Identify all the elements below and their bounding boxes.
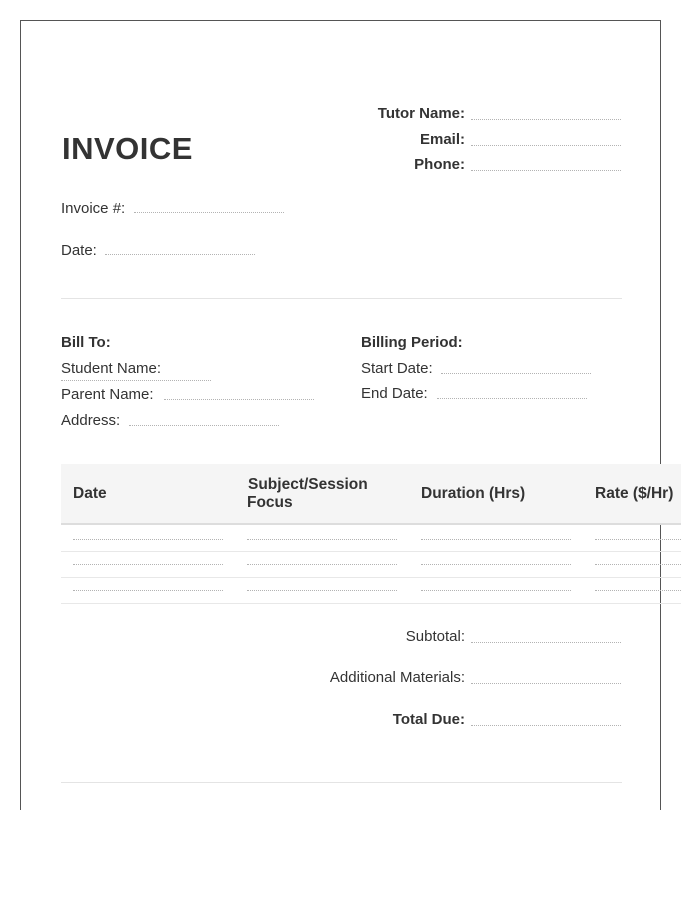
- row3-subject-field[interactable]: [247, 590, 397, 591]
- address-field[interactable]: [129, 425, 279, 426]
- row1-duration-field[interactable]: [421, 539, 571, 540]
- row1-rate-field[interactable]: [595, 539, 681, 540]
- row2-rate-field[interactable]: [595, 564, 681, 565]
- bill-to-heading: Bill To:: [61, 334, 111, 351]
- column-header-rate: Rate ($/Hr): [595, 485, 674, 502]
- end-date-field[interactable]: [437, 398, 587, 399]
- phone-field[interactable]: [471, 170, 621, 171]
- invoice-number-label: Invoice #:: [61, 200, 126, 217]
- billing-period-heading: Billing Period:: [361, 334, 463, 351]
- total-due-field[interactable]: [471, 725, 621, 726]
- student-name-label: Student Name:: [61, 360, 162, 377]
- column-header-duration: Duration (Hrs): [421, 485, 526, 502]
- row2-duration-field[interactable]: [421, 564, 571, 565]
- total-due-label: Total Due:: [392, 711, 465, 728]
- column-header-date: Date: [73, 485, 107, 502]
- email-field[interactable]: [471, 145, 621, 146]
- address-label: Address:: [61, 412, 121, 429]
- start-date-field[interactable]: [441, 373, 591, 374]
- end-date-label: End Date:: [361, 385, 428, 402]
- student-name-field[interactable]: [61, 380, 211, 381]
- invoice-number-field[interactable]: [134, 212, 284, 213]
- row3-duration-field[interactable]: [421, 590, 571, 591]
- footer-divider: [61, 782, 622, 783]
- subtotal-field[interactable]: [471, 642, 621, 643]
- parent-name-label: Parent Name:: [61, 386, 154, 403]
- row-divider: [61, 603, 681, 604]
- row2-date-field[interactable]: [73, 564, 223, 565]
- column-header-focus: Focus: [247, 494, 293, 511]
- row3-rate-field[interactable]: [595, 590, 681, 591]
- start-date-label: Start Date:: [361, 360, 433, 377]
- date-field[interactable]: [105, 254, 255, 255]
- row-divider: [61, 551, 681, 552]
- row3-date-field[interactable]: [73, 590, 223, 591]
- table-header: [61, 464, 681, 525]
- column-header-subject: Subject/Session: [248, 476, 368, 493]
- phone-label: Phone:: [414, 156, 465, 173]
- parent-name-field[interactable]: [164, 399, 314, 400]
- invoice-page: [20, 20, 674, 810]
- tutor-name-field[interactable]: [471, 119, 621, 120]
- subtotal-label: Subtotal:: [405, 628, 465, 645]
- additional-materials-label: Additional Materials:: [329, 669, 465, 686]
- row2-subject-field[interactable]: [247, 564, 397, 565]
- divider: [61, 298, 622, 299]
- date-label: Date:: [61, 242, 97, 259]
- row-divider: [61, 577, 681, 578]
- invoice-title: INVOICE: [62, 131, 193, 166]
- row1-subject-field[interactable]: [247, 539, 397, 540]
- additional-materials-field[interactable]: [471, 683, 621, 684]
- row1-date-field[interactable]: [73, 539, 223, 540]
- tutor-name-label: Tutor Name:: [377, 105, 465, 122]
- email-label: Email:: [419, 131, 465, 148]
